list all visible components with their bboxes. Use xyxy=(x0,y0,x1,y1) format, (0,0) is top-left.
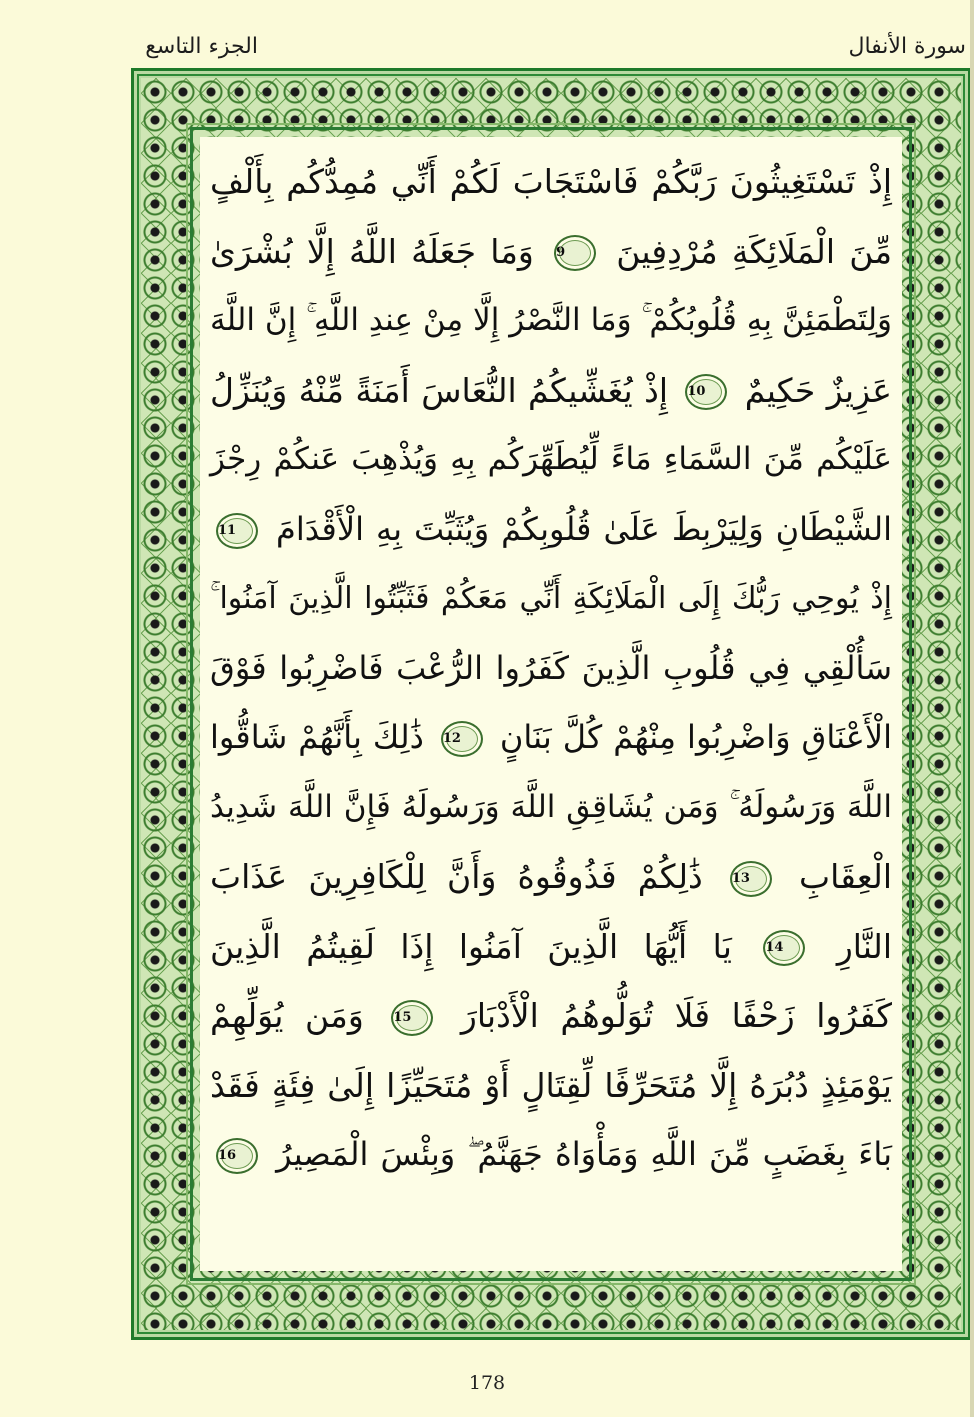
ayah-number-marker: 11 xyxy=(216,513,258,549)
verse-text: سَأُلْقِي فِي قُلُوبِ الَّذِينَ كَفَرُوا الرُّعْبَ فَاضْرِبُوا فَوْقَ xyxy=(210,648,892,687)
verse-text: إِذْ يُوحِي رَبُّكَ إِلَى الْمَلَائِكَةِ أَنِّي مَعَكُمْ فَثَبِّتُوا الَّذِينَ آمَنُوا ۚ xyxy=(210,581,892,616)
verse-text: ذَٰلِكُمْ فَذُوقُوهُ وَأَنَّ لِلْكَافِرِينَ عَذَابَ xyxy=(210,857,703,896)
verse-text: الْعِقَابِ xyxy=(799,857,892,896)
verse-line xyxy=(210,564,892,634)
verse-text: كَفَرُوا زَحْفًا فَلَا تُوَلُّوهُمُ الْأَدْبَارَ xyxy=(460,996,892,1035)
verse-text: إِذْ تَسْتَغِيثُونَ رَبَّكُمْ فَاسْتَجَابَ لَكُمْ أَنِّي مُمِدُّكُم بِأَلْفٍ xyxy=(210,162,892,201)
verse-text: يَا أَيُّهَا الَّذِينَ آمَنُوا إِذَا لَقِيتُمُ الَّذِينَ xyxy=(210,926,732,966)
ayah-number-marker: 13 xyxy=(730,861,772,897)
verse-text: النَّارِ xyxy=(836,926,892,966)
verse-text: وَمَن يُوَلِّهِمْ xyxy=(210,996,364,1035)
ayah-number-marker: 16 xyxy=(216,1138,258,1174)
verse-line xyxy=(210,1051,892,1121)
verse-lines xyxy=(210,147,892,1267)
juz-title: الجزء التاسع xyxy=(145,34,258,59)
verse-text: الْأَعْنَاقِ وَاضْرِبُوا مِنْهُمْ كُلَّ بَنَانٍ xyxy=(499,718,893,756)
ayah-number-marker: 15 xyxy=(391,1000,433,1036)
verse-line xyxy=(210,425,892,495)
verse-text: وَلِتَطْمَئِنَّ بِهِ قُلُوبُكُمْ ۚ وَمَا النَّصْرُ إِلَّا مِنْ عِندِ اللَّهِ ۚ إِنَّ اللَّهَ xyxy=(210,302,892,338)
verse-line xyxy=(210,147,892,217)
verse-text: عَلَيْكُم مِّنَ السَّمَاءِ مَاءً لِّيُطَهِّرَكُم بِهِ وَيُذْهِبَ عَنكُمْ رِجْزَ xyxy=(210,441,892,477)
verse-text: مِّنَ الْمَلَائِكَةِ مُرْدِفِينَ xyxy=(616,231,892,271)
verse-text: ذَٰلِكَ بِأَنَّهُمْ شَاقُّوا xyxy=(210,718,424,756)
surah-title: سورة الأنفال xyxy=(848,34,966,59)
ayah-number-marker: 10 xyxy=(685,374,727,410)
page-edge xyxy=(970,0,974,1417)
verse-text: عَزِيزٌ حَكِيمٌ xyxy=(744,370,892,410)
verse-line xyxy=(210,773,892,843)
ayah-number-marker: 14 xyxy=(763,930,805,966)
verse-text: بَاءَ بِغَضَبٍ مِّنَ اللَّهِ وَمَأْوَاهُ جَهَنَّمُ ۖ وَبِئْسَ الْمَصِيرُ xyxy=(276,1135,893,1173)
verse-line xyxy=(210,217,892,287)
verse-line xyxy=(210,842,892,912)
verse-line xyxy=(210,703,892,773)
verse-line xyxy=(210,981,892,1051)
verse-text: يَوْمَئِذٍ دُبُرَهُ إِلَّا مُتَحَرِّفًا لِّقِتَالٍ أَوْ مُتَحَيِّزًا إِلَىٰ فِئَةٍ فَقَدْ xyxy=(210,1065,892,1105)
verse-line xyxy=(210,912,892,982)
verse-text: وَمَا جَعَلَهُ اللَّهُ إِلَّا بُشْرَىٰ xyxy=(210,231,534,271)
ayah-number-marker: 12 xyxy=(441,721,483,757)
page-number: 178 xyxy=(468,1372,506,1394)
verse-line xyxy=(210,286,892,356)
verse-line xyxy=(210,634,892,704)
verse-line xyxy=(210,356,892,426)
verse-text: الشَّيْطَانِ وَلِيَرْبِطَ عَلَىٰ قُلُوبِكُمْ وَيُثَبِّتَ بِهِ الْأَقْدَامَ xyxy=(276,509,892,548)
verse-text: اللَّهَ وَرَسُولَهُ ۚ وَمَن يُشَاقِقِ اللَّهَ وَرَسُولَهُ فَإِنَّ اللَّهَ شَدِيدُ xyxy=(210,788,892,825)
verse-text: إِذْ يُغَشِّيكُمُ النُّعَاسَ أَمَنَةً مِّنْهُ وَيُنَزِّلُ xyxy=(210,370,668,410)
verse-line xyxy=(210,1120,892,1190)
ayah-number-marker: 9 xyxy=(554,235,596,271)
verse-line xyxy=(210,495,892,565)
